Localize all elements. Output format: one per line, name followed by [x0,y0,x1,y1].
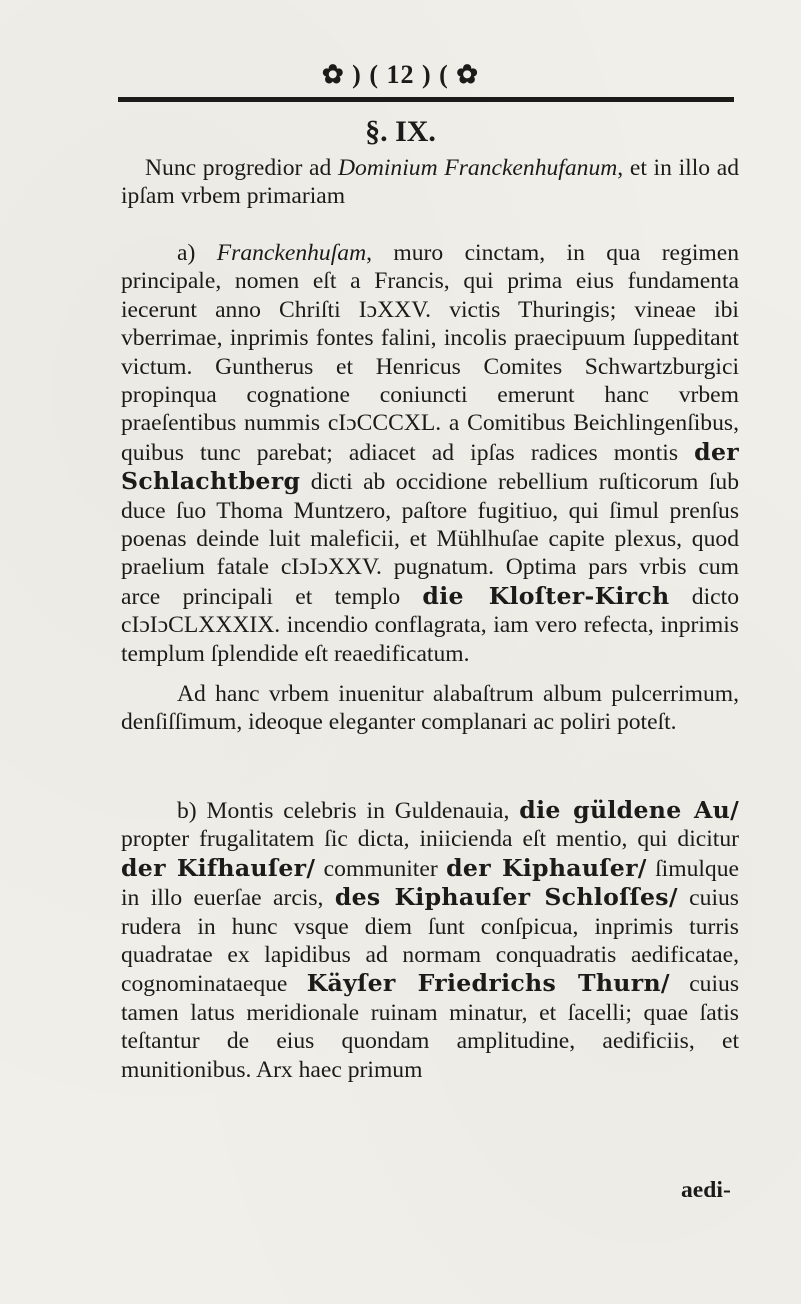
para-a-text-5: dicti ab occidione rebellium ruſticorum ſub duce ſuo Thoma Muntzero, paſtore fugitiuo, qui ſimul prenſus poenas deinde luit maleficii, et Mühlhuſae capite plexus, quod praelium fatale cIɔIɔXXV. pugnatum. Optima pars vrbis cum arce principali et templo [121,469,739,610]
running-head: ✿ ) ( 12 ) ( ✿ [321,60,480,89]
para-b-text-3: propter frugalitatem ſic dicta, iniicienda eſt mentio, qui dicitur [121,826,739,853]
intro-text-2: Dominium Franckenhufanum [338,155,618,181]
paragraph-b [121,796,739,1084]
para-a-text-7: dicto cIɔIɔCLXXXIX. incendio conflagrata, iam vero refecta, inprimis templum ſplendide eſt reaedificatum. [121,583,739,667]
para-b-text-7: ſimulque in illo euerſae arcis, [121,855,739,912]
section-heading: §. IX. [365,115,436,148]
para-b-fraktur-1: die güldene Au/ [519,796,740,824]
para-b-fraktur-5: Käyſer Friedrichs Thurn/ [306,969,670,998]
header-rule [118,97,734,102]
para-b-fraktur-2: der Kifhauſer/ [121,853,316,882]
catchword: aedi- [681,1177,731,1203]
para-b-text-1: b) Montis celebris in Guldenauia, [177,798,520,824]
para-alab-text: Ad hanc vrbem inuenitur alabaſtrum album pulcerrimum, denſiſſimum, ideoque eleganter complanari ac poliri poteſt. [121,681,739,736]
para-a-text-1: a) [177,240,217,266]
paragraph-a [121,239,739,668]
para-b-text-9: cuius rudera in hunc vsque diem ſunt conſpicua, inprimis turris quadratae ex lapidibus ad normam conquadratis aedificatae, cognominataeque [121,885,739,998]
para-b-text-11: cuius tamen latus meridionale ruinam minatur, et ſacelli; quae ſatis teſtantur de eius quondam amplitudine, aedificiis, et munitionibus. Arx haec primum [121,971,739,1083]
para-b-fraktur-3: der Kiphauſer/ [446,853,647,882]
intro-paragraph [121,154,739,211]
para-a-text-3: , muro cinctam, in qua regimen principale, nomen eſt a Francis, qui prima eius fundamenta iecerunt anno Chriſti IɔXXV. victis Thuringis; vineae ibi vberrimae, inprimis fontes falini, incolis praecipuum ſuppeditant victum. Guntherus et Henricus Comites Schwartzburgici propinqua cognatione coniuncti emerunt hanc vrbem praeſentibus nummis cIɔCCCXL. a Comitibus Beichlingenſibus, quibus tunc parebat; adiacet ad ipſas radices montis [121,240,739,466]
para-b-text-5: communiter [315,855,447,882]
para-b-fraktur-4: des Kiphauſer Schloſſes/ [334,883,678,912]
para-a-text-2: Franckenhuſam [216,240,367,266]
intro-text-1: Nunc progredior ad [145,155,338,181]
intro-text-3: , et in illo ad ipſam vrbem primariam [121,155,740,210]
para-a-fraktur-2: die Kloſter-Kirch [422,581,670,610]
para-a-fraktur-1: der Schlachtberg [121,437,739,496]
paragraph-alabaster [121,680,739,737]
